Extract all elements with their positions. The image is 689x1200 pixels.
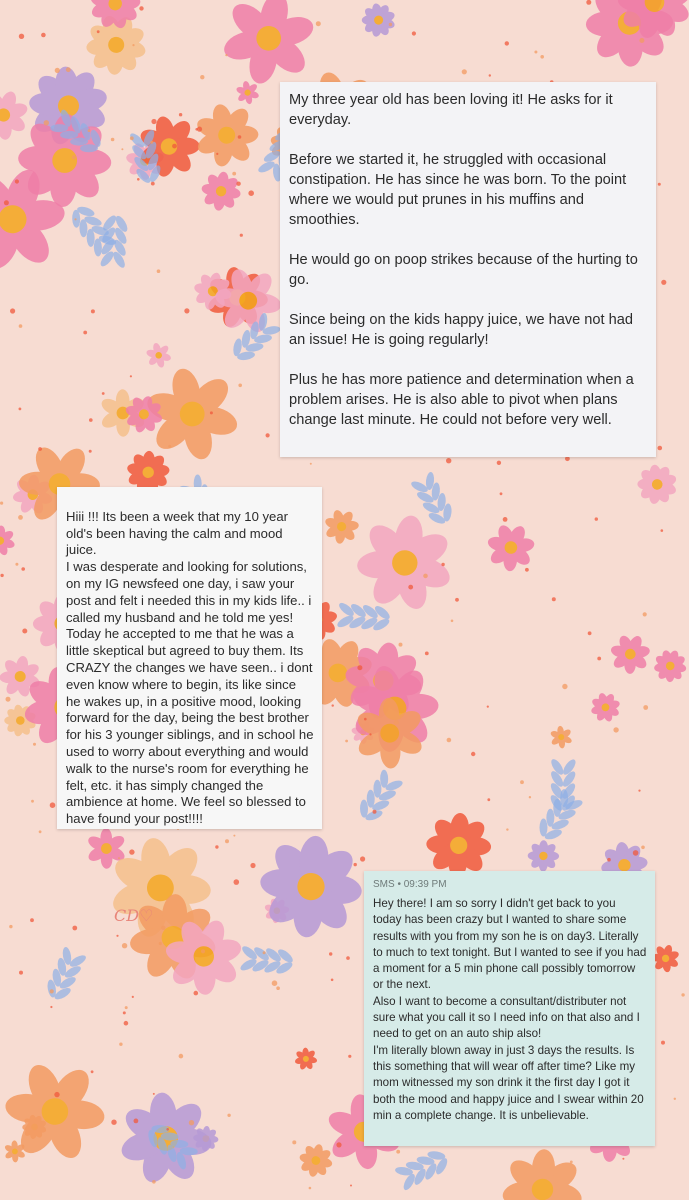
confetti-dot (18, 515, 23, 520)
confetti-dot (425, 652, 429, 656)
confetti-dot (348, 1055, 351, 1058)
confetti-dot (189, 1120, 194, 1125)
confetti-dot (607, 858, 611, 862)
confetti-dot (412, 31, 416, 35)
confetti-dot (50, 989, 54, 993)
confetti-dot (674, 1098, 676, 1100)
testimonial-paragraph: Plus he has more patience and determination when a problem arises. He is also able to pivot when plans change last minute. He could not before very well. (289, 372, 634, 428)
confetti-dot (638, 790, 640, 792)
confetti-dot (83, 331, 87, 335)
confetti-dot (570, 1161, 573, 1164)
confetti-dot (336, 1142, 341, 1147)
testimonial-paragraph: He would go on poop strikes because of the hurting to go. (289, 252, 638, 288)
confetti-dot (184, 308, 189, 313)
confetti-dot (525, 568, 529, 572)
confetti-dot (200, 75, 204, 79)
confetti-dot (168, 445, 171, 448)
testimonial-card-constipation (280, 82, 656, 457)
confetti-dot (6, 697, 11, 702)
confetti-dot (172, 144, 177, 149)
confetti-dot (562, 684, 567, 689)
confetti-dot (88, 129, 91, 132)
confetti-dot (44, 120, 49, 125)
confetti-dot (399, 643, 403, 647)
confetti-dot (129, 849, 134, 854)
sms-message-card (364, 871, 655, 1146)
testimonial-text: Hiii !!! Its been a week that my 10 year old's been having the calm and mood juice. I was desperate and looking for solutions, on my IG newsfeed one day, i saw your post and felt i needed this in my kids life.. i called my husband and he told me yes! Today he accepted to me that he was a little skeptical but agreed to buy them. Its CRAZY the changes we have seen.. i dont even know where to begin, its like since he wakes up, in a positive mood, looking forward for the day, being the best brother for his 3 younger siblings, and in school he used to worry about everything and would walk to the nurse's room for everything he felt, etc. it has simply changed the ambience at home. We feel so blessed to have found your post!!!! (66, 508, 314, 827)
confetti-dot (332, 704, 334, 706)
confetti-dot (316, 21, 321, 26)
confetti-dot (125, 1006, 128, 1009)
confetti-dot (408, 585, 413, 590)
confetti-dot (369, 733, 371, 735)
confetti-dot (263, 951, 266, 954)
confetti-dot (130, 375, 132, 377)
confetti-dot (345, 740, 348, 743)
confetti-dot (197, 127, 202, 132)
confetti-dot (520, 780, 524, 784)
confetti-dot (643, 705, 648, 710)
confetti-dot (0, 574, 3, 577)
confetti-dot (613, 727, 618, 732)
confetti-dot (540, 55, 544, 59)
confetti-dot (232, 172, 236, 176)
confetti-dot (248, 190, 254, 196)
confetti-dot (33, 743, 36, 746)
confetti-dot (360, 856, 365, 861)
confetti-dot (236, 182, 240, 186)
confetti-dot (31, 800, 34, 803)
confetti-dot (0, 502, 3, 505)
confetti-dot (346, 956, 350, 960)
confetti-dot (487, 706, 489, 708)
confetti-dot (74, 218, 76, 220)
confetti-dot (423, 574, 428, 579)
handwritten-signature: CD♡ (114, 906, 154, 925)
confetti-dot (350, 1185, 352, 1187)
confetti-dot (19, 324, 23, 328)
confetti-dot (91, 309, 95, 313)
confetti-dot (72, 926, 77, 931)
confetti-dot (19, 34, 24, 39)
confetti-dot (639, 38, 644, 43)
confetti-dot (276, 986, 280, 990)
confetti-dot (139, 6, 143, 10)
confetti-dot (41, 33, 46, 38)
confetti-dot (153, 1093, 155, 1095)
testimonial-card-mood-juice (57, 487, 322, 829)
confetti-dot (396, 1150, 400, 1154)
sms-timestamp: SMS • 09:39 PM (373, 879, 447, 890)
confetti-dot (565, 456, 570, 461)
confetti-dot (441, 563, 444, 566)
confetti-dot (132, 44, 134, 46)
confetti-dot (487, 798, 490, 801)
confetti-dot (238, 135, 242, 139)
confetti-dot (451, 620, 454, 623)
confetti-dot (124, 1021, 129, 1026)
confetti-dot (272, 980, 278, 986)
confetti-dot (15, 563, 18, 566)
confetti-dot (447, 738, 452, 743)
confetti-dot (54, 1092, 59, 1097)
confetti-dot (150, 141, 153, 144)
confetti-dot (331, 979, 334, 982)
confetti-dot (161, 926, 165, 930)
confetti-dot (21, 567, 25, 571)
confetti-dot (238, 384, 242, 388)
confetti-dot (455, 598, 459, 602)
confetti-dot (91, 1070, 94, 1073)
confetti-dot (55, 68, 60, 73)
confetti-dot (505, 41, 509, 45)
confetti-dot (123, 1011, 126, 1014)
confetti-dot (102, 392, 105, 395)
confetti-dot (266, 433, 270, 437)
confetti-dot (201, 949, 205, 953)
confetti-dot (250, 863, 255, 868)
confetti-dot (111, 1120, 116, 1125)
confetti-dot (152, 1180, 156, 1184)
confetti-dot (529, 796, 531, 798)
confetti-dot (210, 411, 213, 414)
confetti-dot (50, 1006, 52, 1008)
confetti-dot (471, 752, 475, 756)
testimonial-paragraph: Since being on the kids happy juice, we have not had an issue! He is going regularly! (289, 312, 634, 348)
confetti-dot (234, 879, 240, 885)
confetti-dot (506, 828, 508, 830)
confetti-dot (552, 597, 556, 601)
confetti-dot (658, 183, 661, 186)
confetti-dot (97, 30, 100, 33)
confetti-dot (373, 810, 377, 814)
confetti-dot (151, 182, 155, 186)
confetti-dot (586, 0, 591, 5)
confetti-dot (121, 148, 123, 150)
confetti-dot (310, 463, 312, 465)
confetti-dot (30, 918, 34, 922)
confetti-dot (643, 612, 647, 616)
confetti-dot (72, 155, 76, 159)
confetti-dot (216, 153, 218, 155)
confetti-dot (122, 943, 127, 948)
confetti-dot (357, 665, 362, 670)
confetti-dot (661, 529, 664, 532)
confetti-dot (225, 54, 227, 56)
confetti-dot (130, 136, 134, 140)
sms-message-text: Hey there! I am so sorry I didn't get back to you today has been crazy but I wanted to share some results with you from my son he is on day3. Literally to much to text tonight. But I wanted to see if you had a moment for a 5 min phone call possibly tomorrow or the next. Also I want to become a consultant/distributer not sure what you call it so I need info on that also and I need to get on an auto ship also! I'm literally blown away in just 3 days the results. Is this something that will wear off after time? Like my mom witnessed my son drink it the first day I got it both the mood and happy juice and I swear within 20 min a complete change. It is unbelievable. (373, 897, 647, 1122)
confetti-dot (641, 846, 645, 850)
confetti-dot (240, 234, 243, 237)
confetti-dot (50, 802, 56, 808)
confetti-dot (66, 67, 71, 72)
confetti-dot (215, 845, 218, 848)
confetti-dot (329, 952, 332, 955)
confetti-dot (119, 1043, 122, 1046)
confetti-dot (9, 925, 12, 928)
confetti-dot (39, 830, 42, 833)
confetti-dot (503, 517, 508, 522)
confetti-dot (497, 461, 501, 465)
confetti-dot (151, 119, 156, 124)
confetti-dot (38, 447, 42, 451)
confetti-dot (661, 1041, 665, 1045)
confetti-dot (658, 446, 663, 451)
confetti-dot (354, 863, 357, 866)
confetti-dot (4, 200, 9, 205)
confetti-dot (681, 993, 684, 996)
confetti-dot (179, 1054, 184, 1059)
testimonial-paragraph: My three year old has been loving it! He asks for it everyday. (289, 92, 613, 128)
confetti-dot (588, 631, 592, 635)
confetti-dot (137, 178, 140, 181)
confetti-dot (500, 492, 503, 495)
confetti-dot (166, 1128, 169, 1131)
confetti-dot (309, 1187, 312, 1190)
confetti-dot (159, 942, 162, 945)
confetti-dot (134, 1119, 139, 1124)
confetti-dot (292, 1140, 296, 1144)
confetti-dot (462, 69, 467, 74)
confetti-dot (22, 629, 27, 634)
testimonial-paragraph: Before we started it, he struggled with occasional constipation. He has since he was born. To the point where we would put prunes in his muffins and smoothies. (289, 152, 627, 228)
confetti-dot (394, 720, 399, 725)
confetti-dot (89, 418, 93, 422)
confetti-dot (15, 179, 19, 183)
confetti-dot (89, 450, 92, 453)
confetti-dot (364, 718, 367, 721)
confetti-dot (661, 280, 666, 285)
confetti-dot (534, 51, 537, 54)
confetti-dot (595, 517, 598, 520)
confetti-dot (597, 657, 601, 661)
confetti-dot (19, 408, 22, 411)
confetti-dot (132, 996, 134, 998)
confetti-dot (111, 138, 115, 142)
confetti-dot (227, 1114, 230, 1117)
confetti-dot (157, 269, 161, 273)
confetti-dot (179, 113, 182, 116)
confetti-dot (10, 308, 15, 313)
confetti-dot (633, 850, 639, 856)
confetti-dot (446, 458, 451, 463)
confetti-dot (116, 935, 118, 937)
confetti-dot (118, 857, 120, 859)
confetti-dot (19, 971, 23, 975)
confetti-dot (389, 23, 392, 26)
confetti-dot (622, 1158, 624, 1160)
confetti-dot (489, 74, 491, 76)
confetti-dot (194, 991, 199, 996)
